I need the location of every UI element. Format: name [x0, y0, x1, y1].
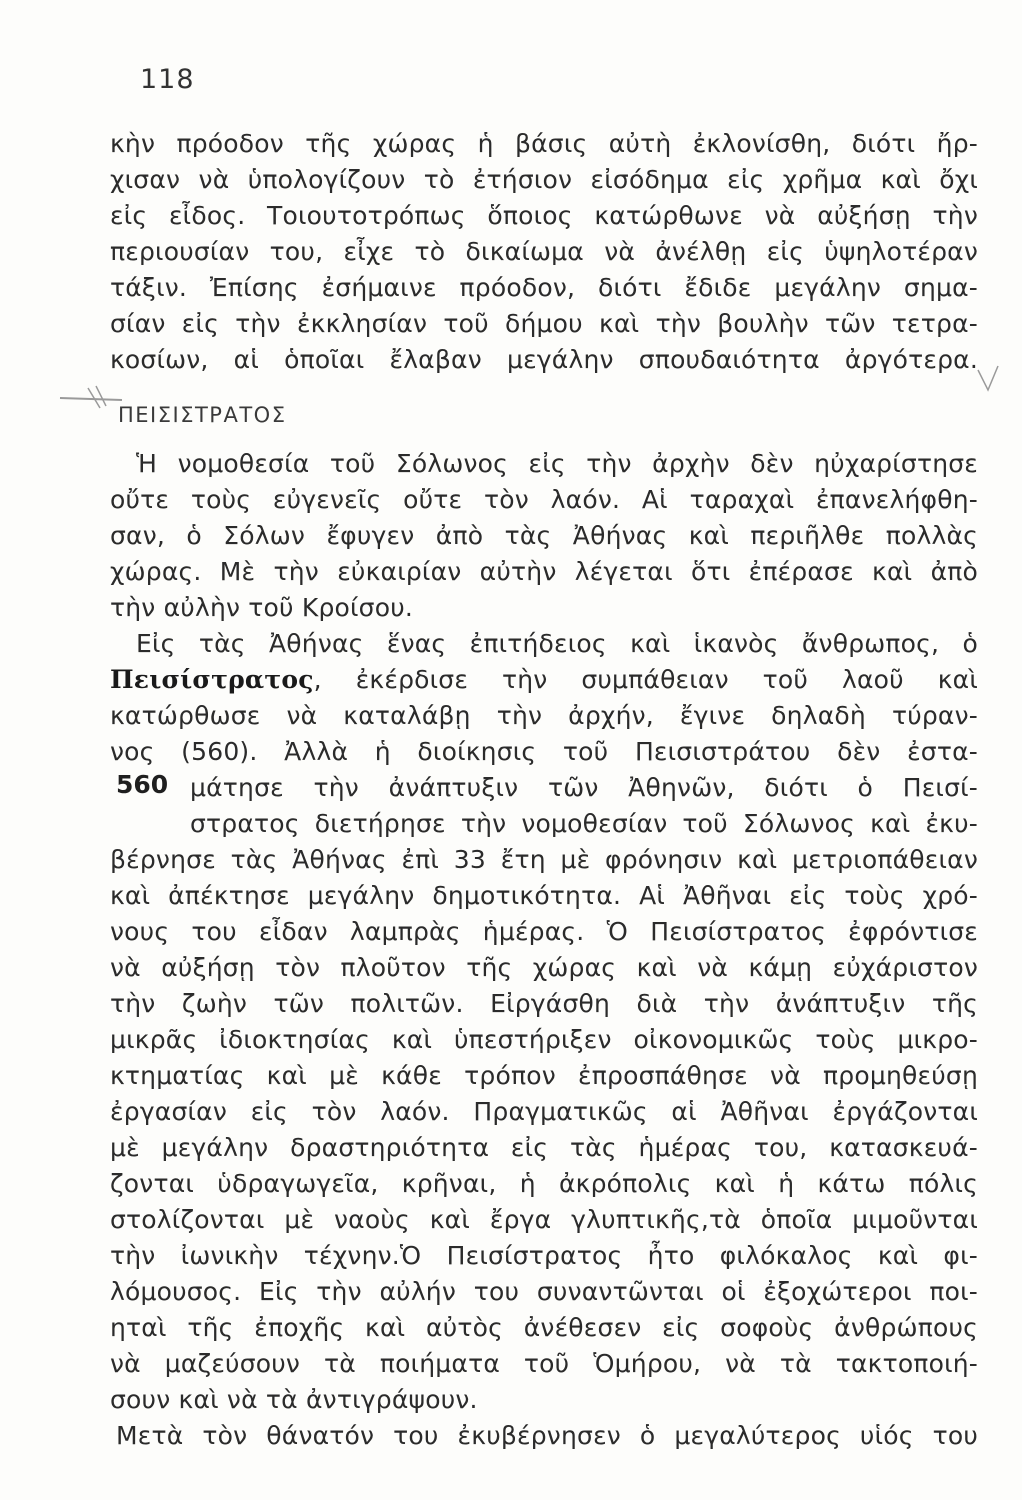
bold-name-peisistratos: Πεισίστρατος — [110, 665, 314, 694]
text-line: μάτησε τὴν ἀνάπτυξιν τῶν Ἀθηνῶν, διότι ὁ Πεισί- — [190, 773, 978, 802]
text-line: νος (560). Ἀλλὰ ἡ διοίκησις τοῦ Πεισιστράτου δὲν ἐστα- — [110, 737, 978, 766]
text-line: καὶ ἀπέκτησε μεγάλην δημοτικότητα. Αἱ Ἀθῆναι εἰς τοὺς χρό- — [110, 881, 978, 910]
text-line: ἐργασίαν εἰς τὸν λαόν. Πραγματικῶς αἱ Ἀθῆναι ἐργάζονται — [110, 1097, 978, 1126]
pencil-tick-icon — [974, 364, 1004, 404]
text-line: νὰ αὐξήσῃ τὸν πλοῦτον τῆς χώρας καὶ νὰ κάμῃ εὐχάριστον — [110, 953, 978, 982]
text-line: ζονται ὑδραγωγεῖα, κρῆναι, ἡ ἀκρόπολις καὶ ἡ κάτω πόλις — [110, 1169, 978, 1198]
text-line: τάξιν. Ἐπίσης ἐσήμαινε πρόοδον, διότι ἔδιδε μεγάλην σημα- — [110, 273, 978, 302]
text-line: σίαν εἰς τὴν ἐκκλησίαν τοῦ δήμου καὶ τὴν βουλὴν τῶν τετρα- — [110, 309, 978, 338]
text-line: κοσίων, αἱ ὁποῖαι ἔλαβαν μεγάλην σπουδαιότητα ἀργότερα. — [110, 345, 978, 374]
text-line: τὴν αὐλὴν τοῦ Κροίσου. — [110, 593, 414, 622]
text-line: περιουσίαν του, εἶχε τὸ δικαίωμα νὰ ἀνέλθῃ εἰς ὑψηλοτέραν — [110, 237, 978, 266]
section-heading: ΠΕΙΣΙΣΤΡΑΤΟΣ — [118, 403, 287, 427]
text-line-rest: , ἐκέρδισε τὴν συμπάθειαν τοῦ λαοῦ καὶ — [313, 665, 978, 694]
text-line: χώρας. Μὲ τὴν εὐκαιρίαν αὐτὴν λέγεται ὅτι ἐπέρασε καὶ ἀπὸ — [110, 557, 978, 586]
text-line: σαν, ὁ Σόλων ἔφυγεν ἀπὸ τὰς Ἀθήνας καὶ περιῆλθε πολλὰς — [110, 521, 978, 550]
text-line: τὴν ζωὴν τῶν πολιτῶν. Εἰργάσθη διὰ τὴν ἀνάπτυξιν τῆς — [110, 989, 978, 1018]
text-line: κὴν πρόοδον τῆς χώρας ἡ βάσις αὐτὴ ἐκλονίσθη, διότι ἤρ- — [110, 129, 978, 158]
text-line: σουν καὶ νὰ τὰ ἀντιγράψουν. — [110, 1385, 478, 1414]
text-line: μὲ μεγάλην δραστηριότητα εἰς τὰς ἡμέρας του, κατασκευά- — [110, 1133, 978, 1162]
text-line: Ἡ νομοθεσία τοῦ Σόλωνος εἰς τὴν ἀρχὴν δὲν ηὐχαρίστησε — [136, 449, 978, 478]
margin-year: 560 — [116, 770, 169, 799]
text-line: νὰ μαζεύσουν τὰ ποιήματα τοῦ Ὁμήρου, νὰ τὰ τακτοποιή- — [110, 1349, 978, 1378]
text-line: στρατος διετήρησε τὴν νομοθεσίαν τοῦ Σόλωνος καὶ ἐκυ- — [190, 809, 978, 838]
text-line: βέρνησε τὰς Ἀθήνας ἐπὶ 33 ἔτη μὲ φρόνησιν καὶ μετριοπάθειαν — [110, 845, 978, 874]
text-line: κατώρθωσε νὰ καταλάβῃ τὴν ἀρχήν, ἔγινε δηλαδὴ τύραν- — [110, 701, 978, 730]
text-line: νους του εἶδαν λαμπρὰς ἡμέρας. Ὁ Πεισίστρατος ἐφρόντισε — [110, 917, 978, 946]
text-line: οὔτε τοὺς εὐγενεῖς οὔτε τὸν λαόν. Αἱ ταραχαὶ ἐπανελήφθη- — [110, 485, 978, 514]
text-line: λόμουσος. Εἰς τὴν αὐλήν του συναντῶνται οἱ ἐξοχώτεροι ποι- — [110, 1277, 978, 1306]
page-number: 118 — [140, 64, 195, 95]
text-line: κτηματίας καὶ μὲ κάθε τρόπον ἐπροσπάθησε νὰ προμηθεύσῃ — [110, 1061, 978, 1090]
text-line: Μετὰ τὸν θάνατόν του ἐκυβέρνησεν ὁ μεγαλύτερος υἱός του — [116, 1421, 978, 1450]
text-line: μικρᾶς ἰδιοκτησίας καὶ ὑπεστήριξεν οἰκονομικῶς τοὺς μικρο- — [110, 1025, 978, 1054]
text-line: χισαν νὰ ὑπολογίζουν τὸ ἐτήσιον εἰσόδημα εἰς χρῆμα καὶ ὄχι — [110, 165, 978, 194]
text-line: Εἰς τὰς Ἀθήνας ἕνας ἐπιτήδειος καὶ ἱκανὸς ἄνθρωπος, ὁ — [136, 629, 978, 658]
text-line: τὴν ἰωνικὴν τέχνην.Ὁ Πεισίστρατος ἦτο φιλόκαλος καὶ φι- — [110, 1241, 978, 1270]
text-line-with-name — [110, 662, 978, 698]
text-line: εἰς εἶδος. Τοιουτοτρόπως ὅποιος κατώρθωνε νὰ αὐξήσῃ τὴν — [110, 201, 978, 230]
text-line: ηταὶ τῆς ἐποχῆς καὶ αὐτὸς ἀνέθεσεν εἰς σοφοὺς ἀνθρώπους — [110, 1313, 978, 1342]
text-line: στολίζονται μὲ ναοὺς καὶ ἔργα γλυπτικῆς,τὰ ὁποῖα μιμοῦνται — [110, 1205, 978, 1234]
